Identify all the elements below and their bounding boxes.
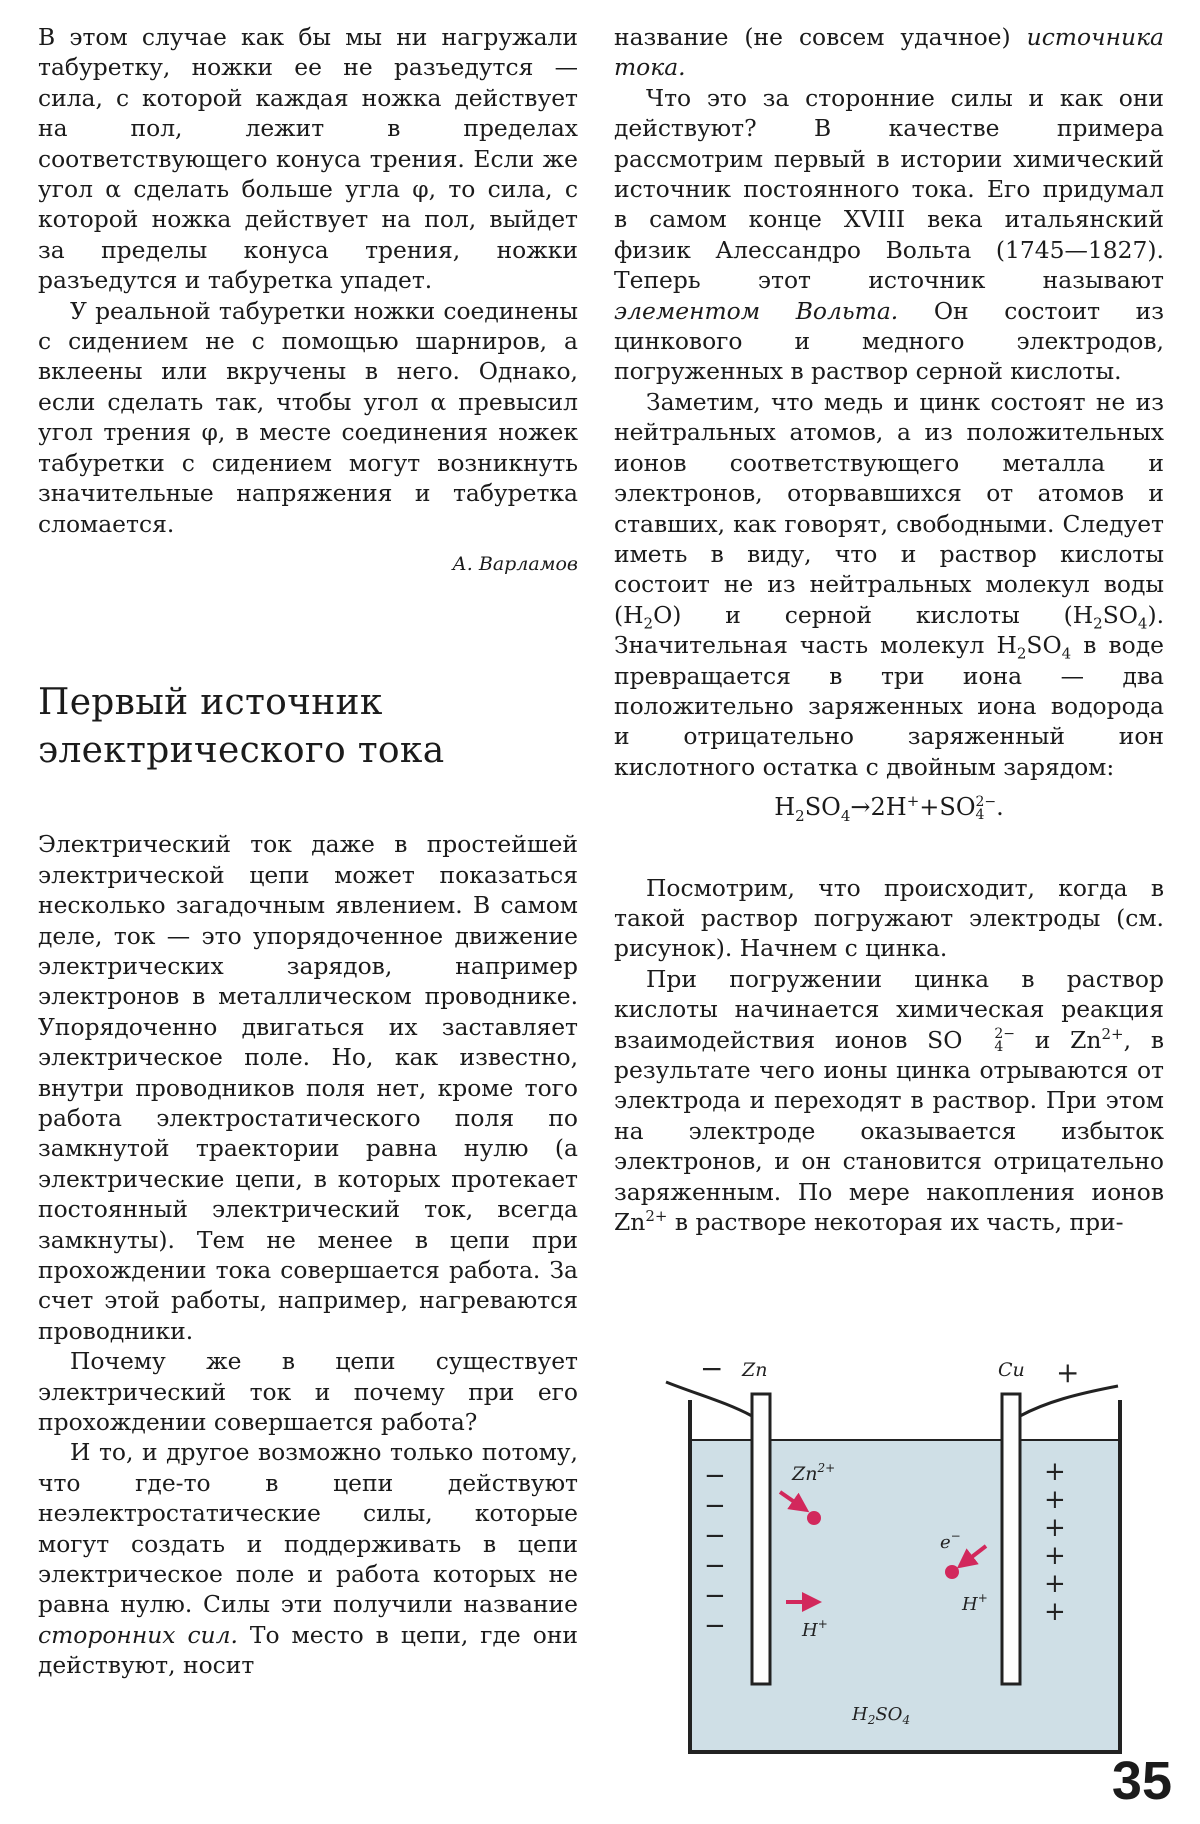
h-ion-left-label: H+ (802, 1617, 828, 1641)
h-ion-right-label: H+ (962, 1591, 988, 1615)
svg-text:−: − (704, 1491, 726, 1521)
paragraph-zinc: При погружении цинка в раствор кислоты начинается химическая реакция взаимодействия ионов SO 2− 4 и $Zn^{2+}$, в результате чего ионы цинка отрываются от электрода и переходят в раствор. При этом на электроде оказывается избыток электронов, и он становится отрицательно заряженным. По мере накопления ионов $Zn^{2+}$ в растворе некоторая их часть, при- (614, 964, 1164, 1237)
paragraph-stool-2: У реальной табуретки ножки соединены с сидением не с помощью шарниров, а вклеены или вкручены в него. Однако, если сделать так, чтобы угол α превысил угол трения φ, в месте соединения ножек табуретки с сидением могут возникнуть значительные напряжения и табуретка сломается. (38, 296, 578, 538)
svg-text:+: + (1044, 1569, 1066, 1599)
svg-text:+: + (1044, 1597, 1066, 1627)
positive-terminal: + (1056, 1356, 1080, 1389)
svg-text:−: − (704, 1581, 726, 1611)
paragraph-volta: Что это за сторонние силы и как они действуют? В качестве примера рассмотрим первый в истории химический источник постоянного тока. Его придумал в самом конце XVIII века итальянский физик Алессандро Вольта (1745—1827). Теперь этот источник называют элементом Вольта. Он состоит из цинкового и медного электродов, погруженных в раствор серной кислоты. (614, 83, 1165, 386)
svg-text:+: + (1044, 1485, 1066, 1515)
volta-cell-diagram (656, 1352, 1176, 1758)
copper-wire (1020, 1386, 1118, 1416)
paragraph-source-name: название (не совсем удачное) источника тока. (614, 23, 1164, 82)
svg-text:+: + (1044, 1513, 1066, 1543)
zinc-wire (666, 1382, 752, 1416)
zinc-electrode (752, 1394, 770, 1684)
svg-text:−: − (704, 1551, 726, 1581)
article-title: Первый источник электрического тока (38, 682, 445, 772)
paragraph-intro: Электрический ток даже в простейшей электрической цепи может показаться несколько загадочным явлением. В самом деле, ток — это упорядоченное движение электрических зарядов, например электронов в металлическом проводнике. Упорядоченно двигаться их заставляет электрическое поле. Но, как известно, внутри проводников поля нет, кроме того работа электростатического поля по замкнутой траектории равна нулю (а электрические цепи, в которых протекает постоянный электрический ток, всегда замкнуты). Тем не менее в цепи при прохождении тока совершается работа. За счет этой работы, например, нагреваются проводники. (38, 830, 578, 1345)
copper-electrode (1002, 1394, 1020, 1684)
paragraph-ions: Заметим, что медь и цинк состоят не из нейтральных атомов, а из положительных ионов соответствующего металла и электронов, оторвавшихся от атомов и ставших, как говорят, свободными. Следует иметь в виду, что и раствор кислоты состоит не из нейтральных молекул воды $(H_2O)$ и серной кислоты $(H_2SO_4)$. Значительная часть молекул $H_2SO_4$ в воде превращается в три иона — два положительно заряженных иона водорода и отрицательно заряженный ион кислотного остатка с двойным зарядом: (614, 387, 1164, 781)
paragraph-question: Почему же в цепи существует электрический ток и почему при его прохождении совершается работа? (38, 1347, 578, 1437)
cu-label: Cu (998, 1359, 1025, 1381)
svg-text:+: + (1044, 1541, 1066, 1571)
svg-text:−: − (704, 1521, 726, 1551)
author-signature: А. Варламов (452, 552, 578, 575)
page-number: 35 (1111, 1751, 1172, 1811)
paragraph-stool-1: В этом случае как бы мы ни нагружали табуретку, ножки ее не разъедутся — сила, с которой каждая ножка действует на пол, лежит в пределах соответствующего конуса трения. Если же угол α сделать больше угла φ, то сила, с которой ножка действует на пол, выйдет за пределы конуса трения, ножки разъедутся и табуретка упадет. (38, 23, 578, 295)
solution-label: $H_2SO_4$ (852, 1704, 911, 1727)
dissociation-equation: $H_2SO_4\to 2H^++SO$ 2− 4 . (774, 792, 1004, 825)
electron-label: e− (940, 1529, 961, 1553)
zn-label: Zn (742, 1359, 768, 1381)
paragraph-look: Посмотрим, что происходит, когда в такой раствор погружают электроды (см. рисунок). Начнем с цинка. (614, 873, 1164, 963)
zinc-negative-charges (704, 1461, 726, 1641)
svg-text:−: − (704, 1461, 726, 1491)
copper-positive-charges (1044, 1457, 1066, 1627)
zn-ion-label: $Zn^{2+}$ (792, 1461, 836, 1485)
left-column (38, 22, 578, 1681)
paragraph-external-forces: И то, и другое возможно только потому, что где-то в цепи действуют неэлектростатические силы, которые могут создать и поддерживать в цепи электрическое поле и работа которых не равна нулю. Силы эти получили название сторонних сил. То место в цепи, где они действуют, носит (38, 1438, 578, 1680)
svg-text:−: − (704, 1611, 726, 1641)
h-ion-right (945, 1565, 959, 1579)
svg-text:+: + (1044, 1457, 1066, 1487)
zn-ion (807, 1511, 821, 1525)
right-column (614, 22, 1164, 1237)
negative-terminal: − (700, 1352, 724, 1385)
